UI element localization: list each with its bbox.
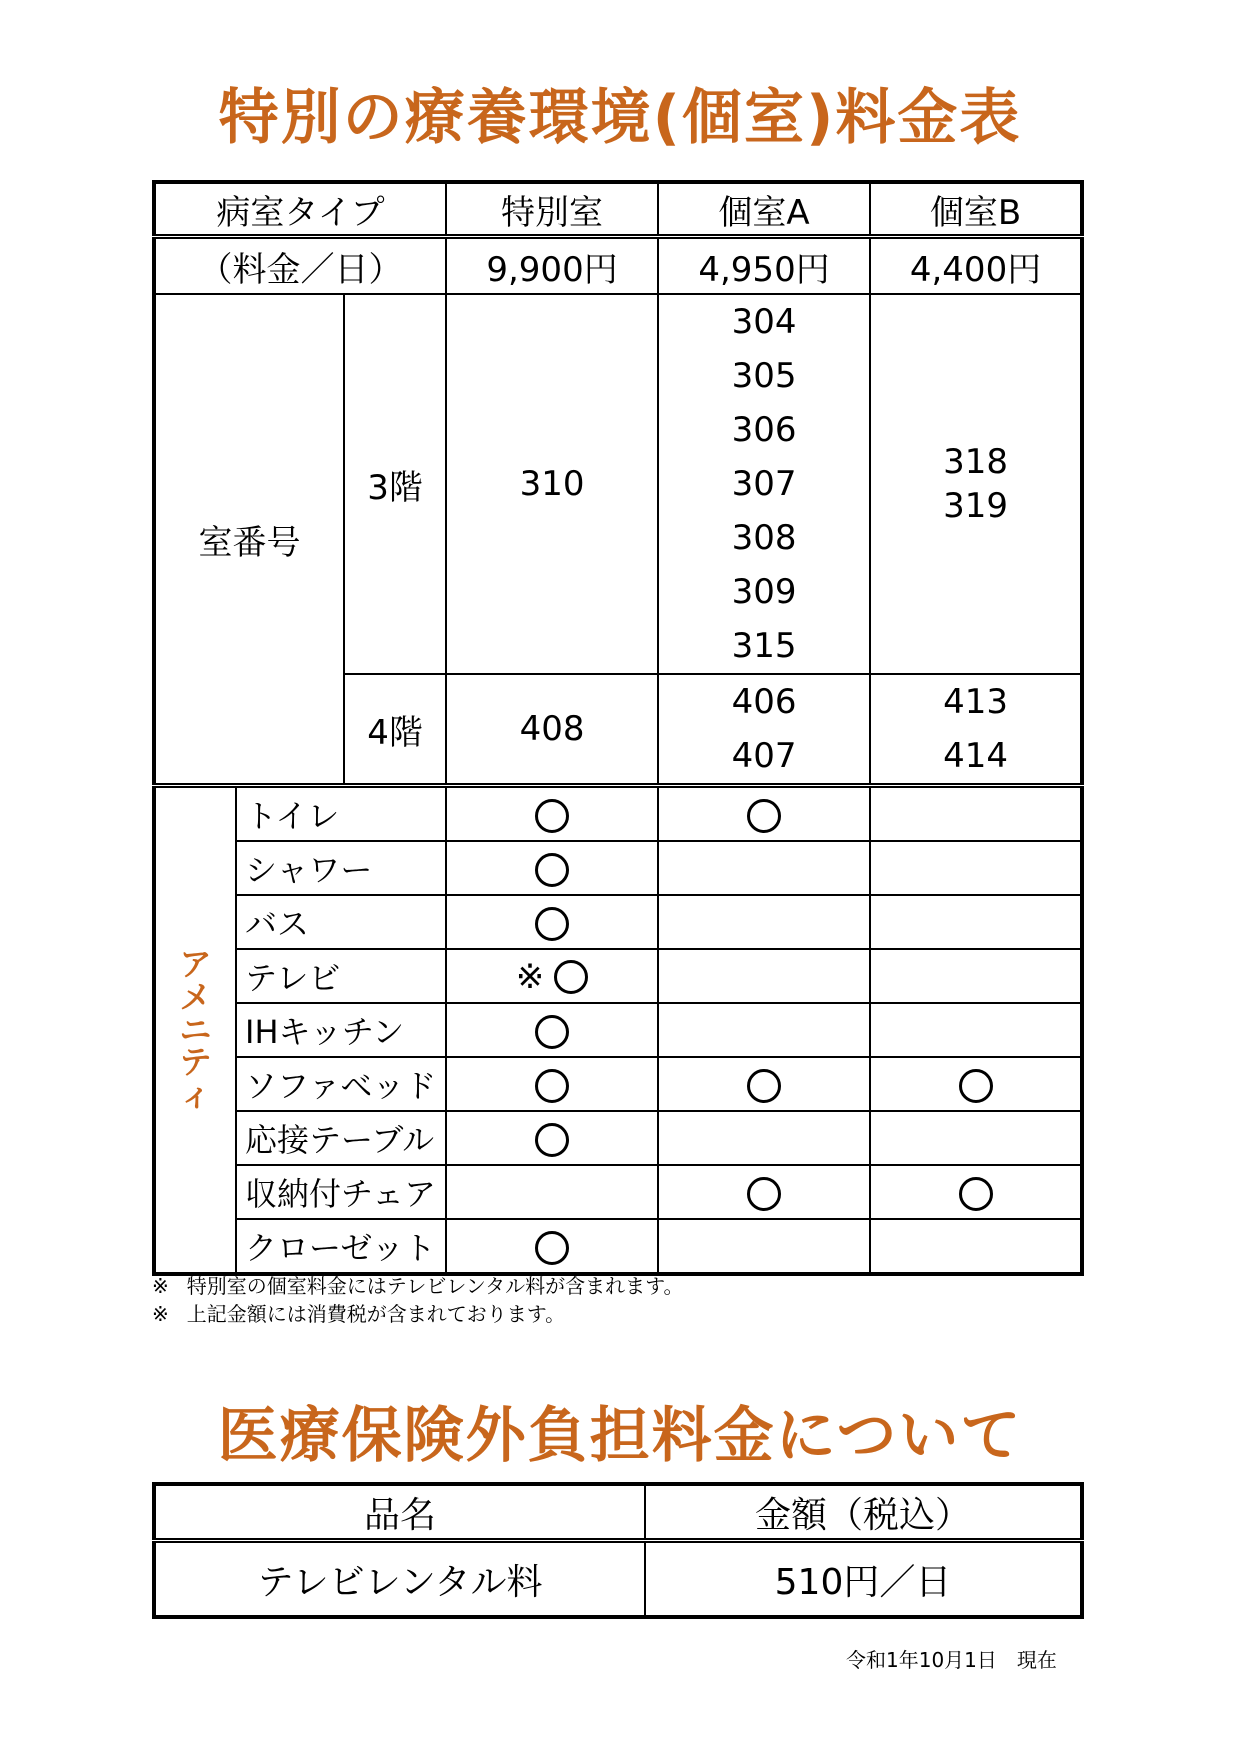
amenity-label: IHキッチン [236, 1003, 446, 1057]
circle-mark-icon [535, 1123, 569, 1157]
circle-mark-icon [535, 1231, 569, 1265]
room-number-label: 室番号 [154, 294, 344, 786]
circle-mark-icon [535, 907, 569, 941]
amenity-cell-special [446, 1219, 658, 1274]
floor-3-b-rooms [870, 294, 1082, 674]
price-special: 9,900円 [446, 237, 658, 295]
room-number: 306 [731, 410, 797, 450]
price-b: 4,400円 [870, 237, 1082, 295]
amenity-label: テレビ [236, 949, 446, 1003]
col-header-b: 個室B [870, 182, 1082, 237]
amenity-cell-b [870, 949, 1082, 1003]
amenity-cell-a [658, 1057, 870, 1111]
amenity-cell-b [870, 1111, 1082, 1165]
room-fee-table [152, 180, 1080, 1267]
note-symbol: ※ [152, 1302, 169, 1326]
amenity-row [154, 1165, 1082, 1219]
room-number: 315 [731, 626, 797, 666]
circle-mark-icon [747, 1177, 781, 1211]
amenity-cell-a [658, 895, 870, 949]
amenity-cell-special [446, 1165, 658, 1219]
amenity-heading-char: ア [179, 945, 212, 984]
floor-4-b-rooms [870, 674, 1082, 786]
room-number: 310 [519, 464, 585, 504]
amenity-row [154, 949, 1082, 1003]
room-number: 318 [943, 442, 1008, 482]
as-of-date: 令和1年10月1日 現在 [846, 1648, 1057, 1672]
amenity-label: バス [236, 895, 446, 949]
amenity-cell-b [870, 1219, 1082, 1274]
amenity-cell-special [446, 895, 658, 949]
amenity-cell-a [658, 1165, 870, 1219]
note-line-2 [152, 1304, 565, 1324]
amenity-row [154, 1111, 1082, 1165]
circle-mark-icon [535, 1015, 569, 1049]
amenity-cell-a [658, 949, 870, 1003]
room-number: 308 [731, 518, 797, 558]
amenity-cell-special [446, 1003, 658, 1057]
amenity-cell-b [870, 786, 1082, 842]
amenity-row [154, 1057, 1082, 1111]
circle-mark-icon [535, 1069, 569, 1103]
amenity-cell-b [870, 1003, 1082, 1057]
circle-mark-icon [554, 960, 588, 994]
amenity-heading-char: ニ [179, 1010, 212, 1049]
col-header-a: 個室A [658, 182, 870, 237]
amenity-cell-a [658, 786, 870, 842]
note-mark: ※ [515, 956, 545, 997]
room-number: 319 [943, 486, 1008, 526]
circle-mark-icon [959, 1177, 993, 1211]
room-type-header: 病室タイプ [154, 182, 446, 237]
amenity-cell-a [658, 1111, 870, 1165]
amenity-cell-special [446, 1111, 658, 1165]
amenity-label: トイレ [236, 786, 446, 842]
amenity-label: 収納付チェア [236, 1165, 446, 1219]
extra-fee-table [152, 1482, 1080, 1616]
amenity-label: ソファベッド [236, 1057, 446, 1111]
amenity-label: シャワー [236, 841, 446, 895]
amenity-row [154, 895, 1082, 949]
amenity-heading [154, 786, 236, 1275]
note-text: 特別室の個室料金にはテレビレンタル料が含まれます。 [186, 1274, 684, 1298]
price-label: （料金／日） [154, 237, 446, 295]
circle-mark-icon [747, 799, 781, 833]
floor-4-label: 4階 [344, 674, 446, 786]
room-number: 408 [519, 709, 585, 749]
amenity-cell-b [870, 841, 1082, 895]
floor-4-special-rooms [446, 674, 658, 786]
note-symbol: ※ [152, 1274, 169, 1298]
fee-item-name: テレビレンタル料 [154, 1541, 645, 1618]
amenity-heading-char: ィ [179, 1075, 212, 1114]
amenity-cell-b [870, 1057, 1082, 1111]
amenity-cell-a [658, 1219, 870, 1274]
amenity-cell-b [870, 1165, 1082, 1219]
floor-3-label: 3階 [344, 294, 446, 674]
room-number: 304 [731, 302, 797, 342]
circle-mark-icon [959, 1069, 993, 1103]
circle-mark-icon [747, 1069, 781, 1103]
floor-4-a-rooms [658, 674, 870, 786]
fee-header-amount: 金額（税込） [645, 1484, 1082, 1541]
circle-mark-icon [535, 799, 569, 833]
room-number: 406 [731, 682, 797, 722]
fee-table [152, 1482, 1084, 1619]
price-a: 4,950円 [658, 237, 870, 295]
floor-3-special-rooms [446, 294, 658, 674]
room-number: 305 [731, 356, 797, 396]
amenity-heading-char: メ [179, 978, 212, 1017]
amenity-cell-special [446, 949, 658, 1003]
fee-item-amount: 510円／日 [645, 1541, 1082, 1618]
room-number: 307 [731, 464, 797, 504]
room-number: 309 [731, 572, 797, 612]
col-header-special: 特別室 [446, 182, 658, 237]
amenity-label: 応接テーブル [236, 1111, 446, 1165]
amenity-cell-special [446, 786, 658, 842]
circle-mark-icon [535, 853, 569, 887]
fee-section-title: 医療保険外負担料金について [217, 1401, 1023, 1471]
page-title: 特別の療養環境(個室)料金表 [218, 83, 1022, 153]
amenity-row [154, 786, 1082, 842]
room-number: 407 [731, 736, 797, 776]
amenity-cell-a [658, 1003, 870, 1057]
note-line-1 [152, 1276, 683, 1296]
fee-header-item: 品名 [154, 1484, 645, 1541]
amenity-cell-special [446, 841, 658, 895]
amenity-heading-char: テ [179, 1043, 212, 1082]
amenity-cell-b [870, 895, 1082, 949]
amenity-cell-a [658, 841, 870, 895]
amenity-row [154, 1003, 1082, 1057]
room-number: 414 [943, 736, 1008, 776]
note-text: 上記金額には消費税が含まれております。 [186, 1302, 566, 1326]
room-number: 413 [943, 682, 1008, 722]
room-table [152, 180, 1084, 1276]
amenity-label: クローゼット [236, 1219, 446, 1274]
amenity-row [154, 841, 1082, 895]
amenity-row [154, 1219, 1082, 1274]
floor-3-a-rooms [658, 294, 870, 674]
amenity-cell-special [446, 1057, 658, 1111]
